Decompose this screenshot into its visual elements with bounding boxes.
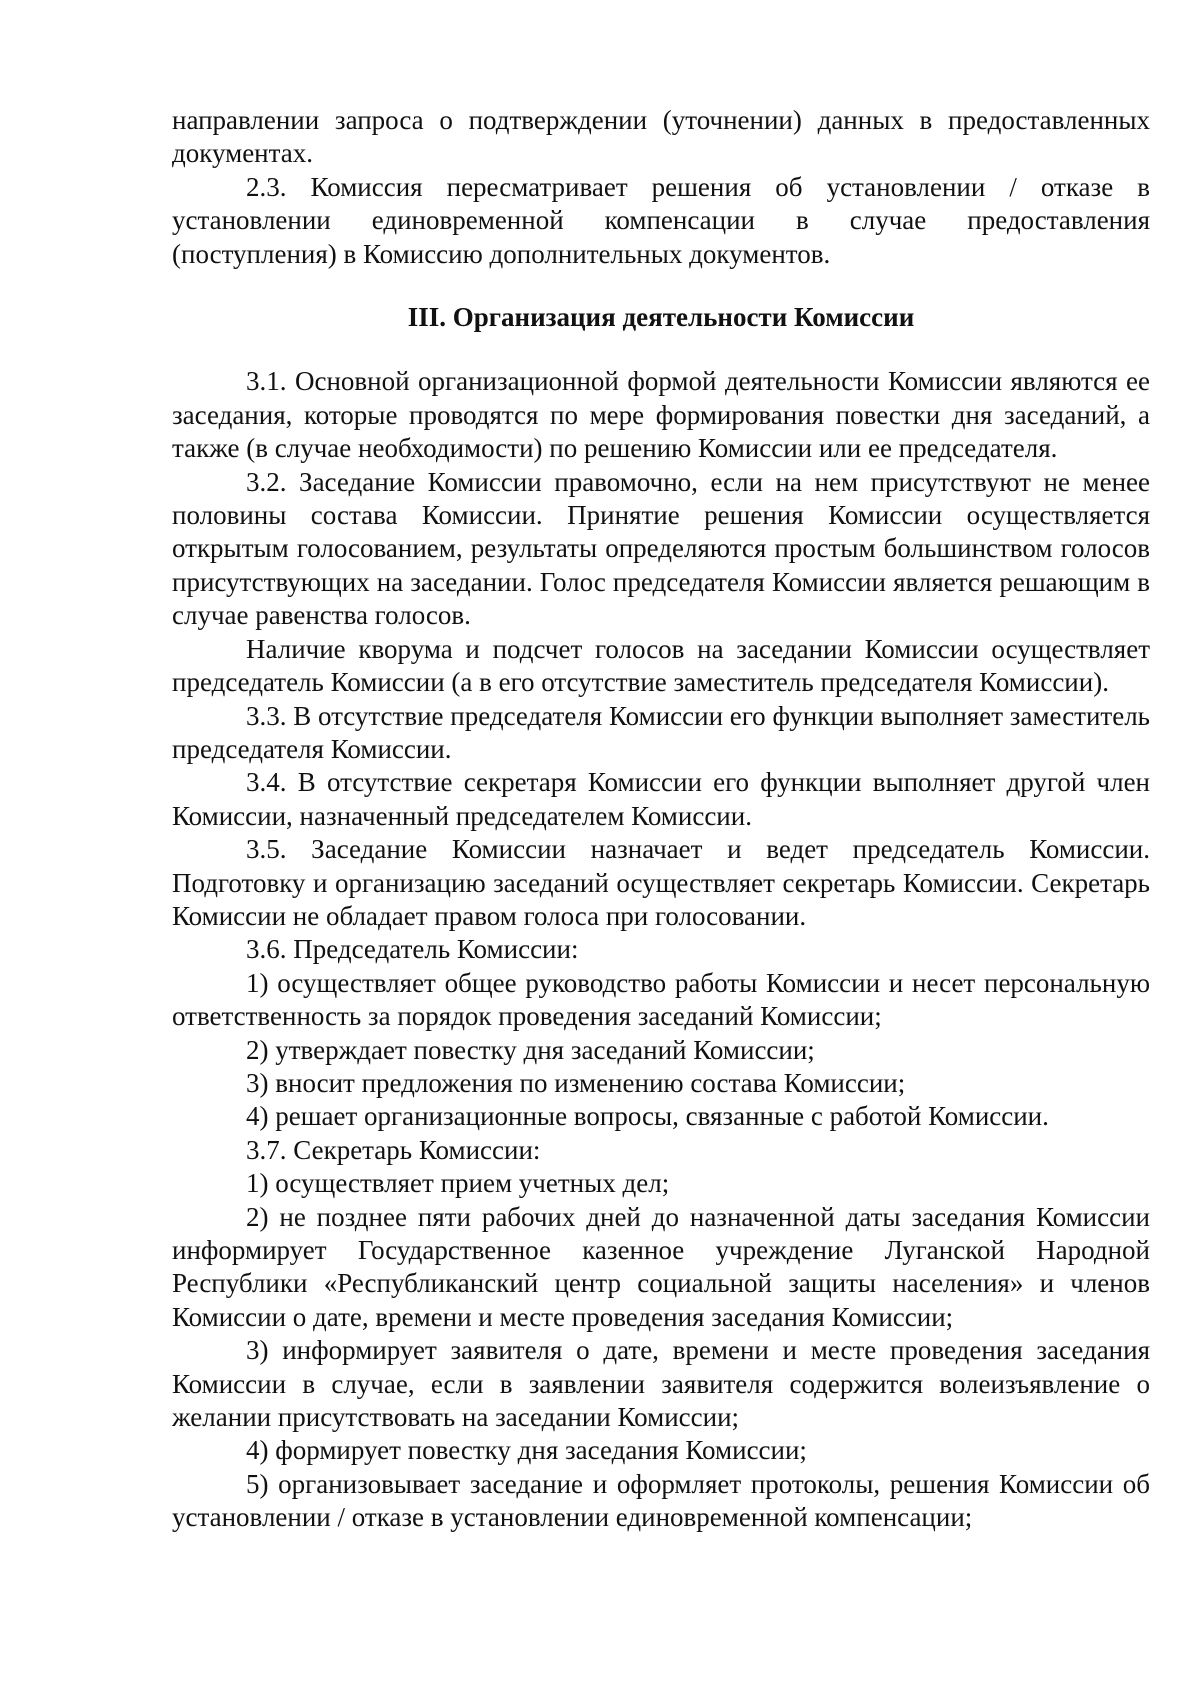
section-heading: III. Организация деятельности Комиссии	[407, 302, 915, 333]
list-item-3-6-2: 2) утверждает повестку дня заседаний Комиссии;	[246, 1034, 815, 1065]
paragraph-3-3: 3.3. В отсутствие председателя Комиссии его функции выполняет заместитель председателя Комиссии.	[172, 700, 1150, 764]
paragraph-continuation: направлении запроса о подтверждении (уточнении) данных в предоставленных документах.	[172, 105, 1150, 169]
list-item-3-7-2: 2) не позднее пяти рабочих дней до назначенной даты заседания Комиссии информирует Государственное казенное учреждение Луганской Народной Республики «Республиканский центр социальной защиты населения» и членов Комиссии о дате, времени и месте проведения заседания Комиссии;	[172, 1201, 1150, 1332]
list-item-3-7-5: 5) организовывает заседание и оформляет протоколы, решения Комиссии об установлении / отказе в установлении единовременной компенсации;	[172, 1468, 1150, 1533]
paragraph-3-5: 3.5. Заседание Комиссии назначает и ведет председатель Комиссии. Подготовку и организацию заседаний осуществляет секретарь Комиссии. Секретарь Комиссии не обладает правом голоса при голосовании.	[172, 834, 1150, 931]
list-item-3-6-3: 3) вносит предложения по изменению состава Комиссии;	[246, 1067, 906, 1098]
paragraph-3-1: 3.1. Основной организационной формой деятельности Комиссии являются ее заседания, которые проводятся по мере формирования повестки дня заседаний, а также (в случае необходимости) по решению Комиссии или ее председателя.	[172, 366, 1150, 464]
paragraph-3-6: 3.6. Председатель Комиссии:	[246, 934, 579, 965]
paragraph-3-2: 3.2. Заседание Комиссии правомочно, если на нем присутствуют не менее половины состава Комиссии. Принятие решения Комиссии осуществляется открытым голосованием, результаты определяются простым большинством голосов присутствующих на заседании. Голос председателя Комиссии является решающим в случае равенства голосов.	[172, 466, 1150, 631]
paragraph-3-7: 3.7. Секретарь Комиссии:	[246, 1134, 541, 1165]
list-item-3-7-4: 4) формирует повестку дня заседания Комиссии;	[246, 1435, 807, 1466]
document-page	[172, 104, 1150, 1535]
list-item-3-6-1: 1) осуществляет общее руководство работы Комиссии и несет персональную ответственность за порядок проведения заседаний Комиссии;	[172, 967, 1150, 1032]
list-item-3-6-4: 4) решает организационные вопросы, связанные с работой Комиссии.	[246, 1101, 1049, 1132]
paragraph-quorum: Наличие кворума и подсчет голосов на заседании Комиссии осуществляет председатель Комиссии (а в его отсутствие заместитель председателя Комиссии).	[172, 633, 1150, 698]
list-item-3-7-1: 1) осуществляет прием учетных дел;	[246, 1168, 670, 1199]
paragraph-3-4: 3.4. В отсутствие секретаря Комиссии его функции выполняет другой член Комиссии, назначенный председателем Комиссии.	[172, 767, 1150, 831]
paragraph-2-3: 2.3. Комиссия пересматривает решения об установлении / отказе в установлении единовременной компенсации в случае предоставления (поступления) в Комиссию дополнительных документов.	[172, 171, 1150, 269]
list-item-3-7-3: 3) информирует заявителя о дате, времени и месте проведения заседания Комиссии в случае, если в заявлении заявителя содержится волеизъявление о желании присутствовать на заседании Комиссии;	[172, 1335, 1150, 1433]
